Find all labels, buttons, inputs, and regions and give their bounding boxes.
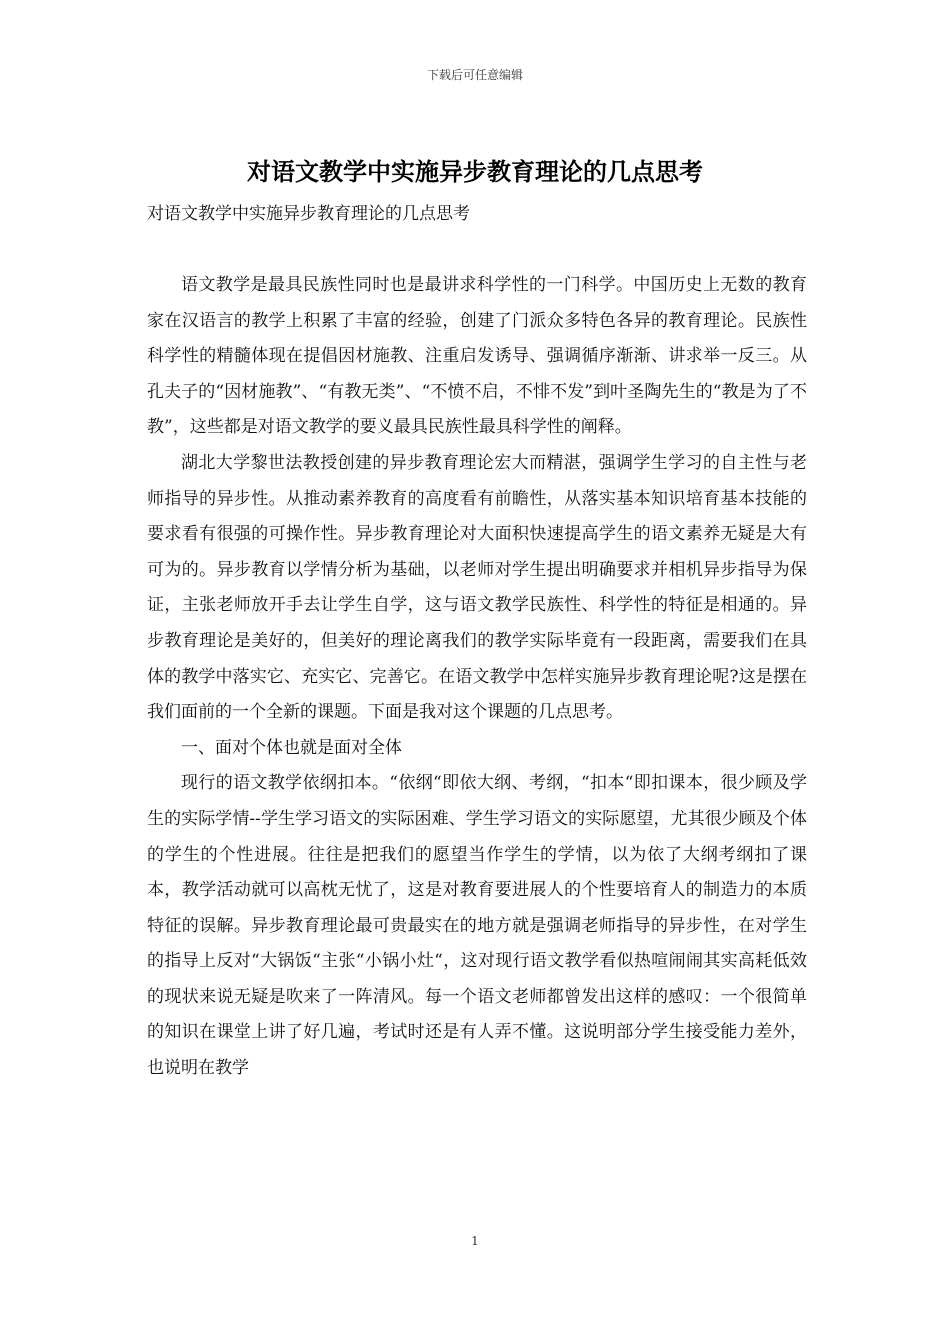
paragraph-2: 湖北大学黎世法教授创建的异步教育理论宏大而精湛，强调学生学习的自主性与老师指导的异步性。从推动素养教育的高度看有前瞻性，从落实基本知识培育基本技能的要求看有很强的可操作性。异步教育理论对大面积快速提高学生的语文素养无疑是大有可为的。异步教育以学情分析为基础，以老师对学生提出明确要求并相机异步指导为保证，主张老师放开手去让学生自学，这与语文教学民族性、科学性的特征是相通的。异步教育理论是美好的，但美好的理论离我们的教学实际毕竟有一段距离，需要我们在具体的教学中落实它、充实它、完善它。在语文教学中怎样实施异步教育理论呢?这是摆在我们面前的一个全新的课题。下面是我对这个课题的几点思考。: [147, 452, 807, 723]
document-subtitle: 对语文教学中实施异步教育理论的几点思考: [147, 204, 470, 224]
paragraph-3: 现行的语文教学依纲扣本。“依纲“即依大纲、考纲，“扣本“即扣课本，很少顾及学生的实际学情--学生学习语文的实际困难、学生学习语文的实际愿望，尤其很少顾及个体的学生的个性进展。往往是把我们的愿望当作学生的学情，以为依了大纲考纲扣了课本，教学活动就可以高枕无忧了，这是对教育要进展人的个性要培育人的制造力的本质特征的误解。异步教育理论最可贵最实在的地方就是强调老师指导的异步性，在对学生的指导上反对“大锅饭“主张“小锅小灶“，这对现行语文教学看似热喧闹闹其实高耗低效的现状来说无疑是吹来了一阵清风。每一个语文老师都曾发出这样的感叹：一个很简单的知识在课堂上讲了好几遍，考试时还是有人弄不懂。这说明部分学生接受能力差外，也说明在教学: [147, 773, 807, 1079]
document-title: 对语文教学中实施异步教育理论的几点思考: [247, 157, 703, 186]
page-header: 下载后可任意编辑: [426, 68, 523, 82]
section-heading-1: 一、面对个体也就是面对全体: [181, 737, 402, 758]
page-number: 1: [471, 1234, 479, 1248]
document-body: [147, 268, 807, 1087]
paragraph-1: 语文教学是最具民族性同时也是最讲求科学性的一门科学。中国历史上无数的教育家在汉语言的教学上积累了丰富的经验，创建了门派众多特色各异的教育理论。民族性科学性的精髓体现在提倡因材施教、注重启发诱导、强调循序渐渐、讲求举一反三。从孔夫子的“因材施教”、“有教无类”、“不愤不启，不悱不发”到叶圣陶先生的“教是为了不教”，这些都是对语文教学的要义最具民族性最具科学性的阐释。: [147, 275, 807, 438]
